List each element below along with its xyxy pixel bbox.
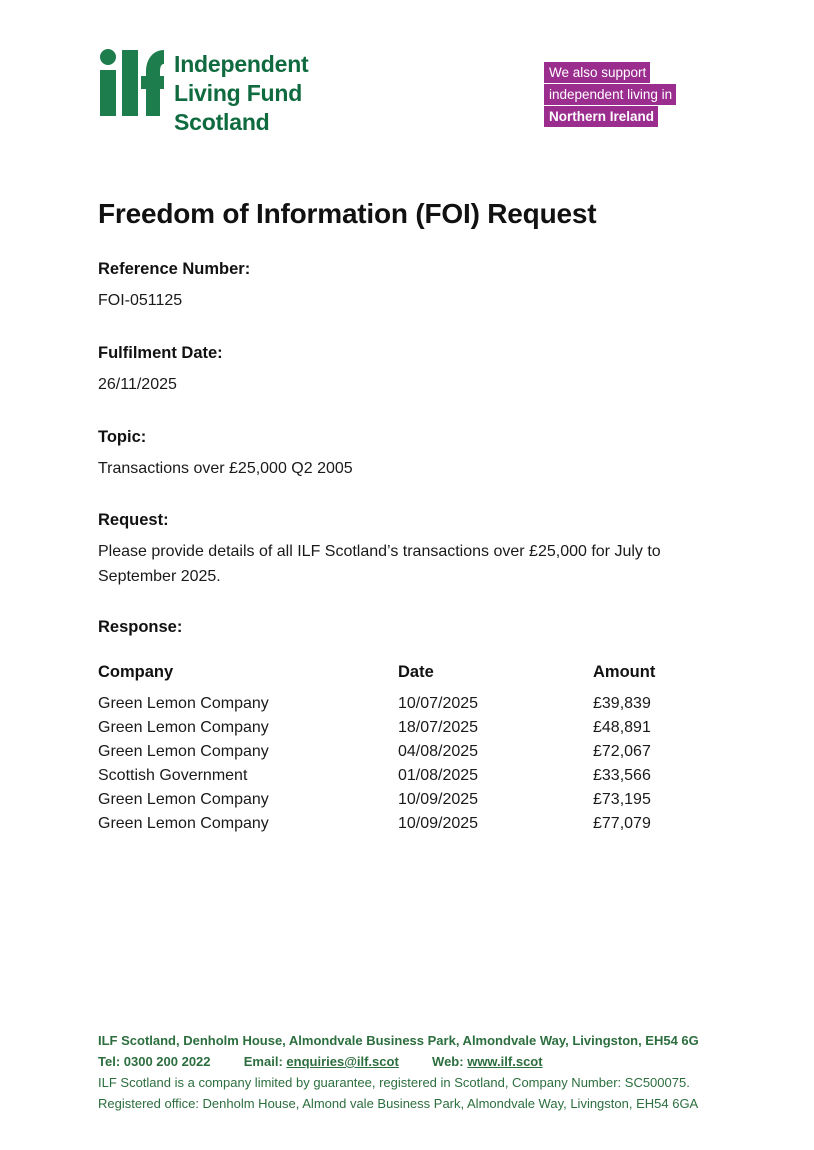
table-row xyxy=(98,788,698,812)
table-header-row xyxy=(98,663,698,692)
table-row xyxy=(98,740,698,764)
cell-date: 10/07/2025 xyxy=(398,694,479,712)
topic-value: Transactions over £25,000 Q2 2005 xyxy=(98,459,353,477)
field-fulfilment-date xyxy=(98,344,716,398)
column-header-date: Date xyxy=(398,662,434,681)
page-title: Freedom of Information (FOI) Request xyxy=(98,198,597,229)
cell-company: Green Lemon Company xyxy=(98,814,269,832)
logo-line-3: Scotland xyxy=(174,109,270,136)
fulfilment-date-value: 26/11/2025 xyxy=(98,375,177,393)
cell-company: Green Lemon Company xyxy=(98,742,269,760)
footer-email-link[interactable]: enquiries@ilf.scot xyxy=(286,1053,399,1069)
cell-amount: £33,566 xyxy=(593,766,651,784)
field-response xyxy=(98,618,716,836)
northern-ireland-badge xyxy=(544,62,716,128)
cell-amount: £72,067 xyxy=(593,742,651,760)
cell-company: Scottish Government xyxy=(98,766,248,784)
ilf-logo-icon xyxy=(98,48,164,122)
cell-amount: £77,079 xyxy=(593,814,651,832)
ilf-logo-wordmark xyxy=(174,48,309,138)
reference-number-label: Reference Number: xyxy=(98,260,251,278)
footer-company-info: ILF Scotland is a company limited by guarantee, registered in Scotland, Company Number: SC500075. xyxy=(98,1074,690,1090)
cell-company: Green Lemon Company xyxy=(98,694,269,712)
ni-badge-line-1: We also support xyxy=(544,62,650,83)
cell-company: Green Lemon Company xyxy=(98,790,269,808)
request-value: Please provide details of all ILF Scotland’s transactions over £25,000 for July to September 2025. xyxy=(98,543,661,586)
reference-number-value: FOI-051125 xyxy=(98,292,183,309)
cell-date: 18/07/2025 xyxy=(398,718,479,736)
column-header-company: Company xyxy=(98,662,174,681)
column-header-amount: Amount xyxy=(593,662,656,681)
cell-date: 10/09/2025 xyxy=(398,814,479,832)
table-row xyxy=(98,812,698,836)
transactions-table xyxy=(98,663,698,836)
document-header xyxy=(98,0,716,150)
ni-badge-line-3: Northern Ireland xyxy=(544,106,658,127)
field-topic xyxy=(98,428,716,482)
cell-date: 04/08/2025 xyxy=(398,742,479,760)
table-row xyxy=(98,692,698,716)
topic-label: Topic: xyxy=(98,427,147,446)
table-row xyxy=(98,764,698,788)
ilf-logo xyxy=(98,48,309,138)
field-reference-number xyxy=(98,260,716,314)
field-request xyxy=(98,511,716,590)
response-label: Response: xyxy=(98,617,183,636)
footer-registered-office: Registered office: Denholm House, Almond vale Business Park, Almondvale Way, Livingston, EH54 6GA xyxy=(98,1095,699,1111)
footer-web-label: Web: xyxy=(432,1053,464,1069)
footer-tel: Tel: 0300 200 2022 xyxy=(98,1053,211,1069)
logo-line-2: Living Fund xyxy=(174,80,303,107)
table-row xyxy=(98,716,698,740)
cell-amount: £48,891 xyxy=(593,718,651,736)
fulfilment-date-label: Fulfilment Date: xyxy=(98,343,223,362)
document-footer xyxy=(98,1030,716,1114)
footer-contact xyxy=(98,1051,716,1072)
footer-email-label: Email: xyxy=(243,1053,283,1069)
cell-amount: £73,195 xyxy=(593,790,651,808)
logo-line-1: Independent xyxy=(174,51,309,77)
request-label: Request: xyxy=(98,511,169,530)
footer-address: ILF Scotland, Denholm House, Almondvale Business Park, Almondvale Way, Livingston, EH54 6G xyxy=(98,1032,699,1048)
footer-web-link[interactable]: www.ilf.scot xyxy=(467,1053,543,1069)
cell-amount: £39,839 xyxy=(593,694,651,712)
cell-company: Green Lemon Company xyxy=(98,718,269,736)
ni-badge-line-2: independent living in xyxy=(544,84,676,105)
cell-date: 01/08/2025 xyxy=(398,766,479,784)
cell-date: 10/09/2025 xyxy=(398,790,479,808)
